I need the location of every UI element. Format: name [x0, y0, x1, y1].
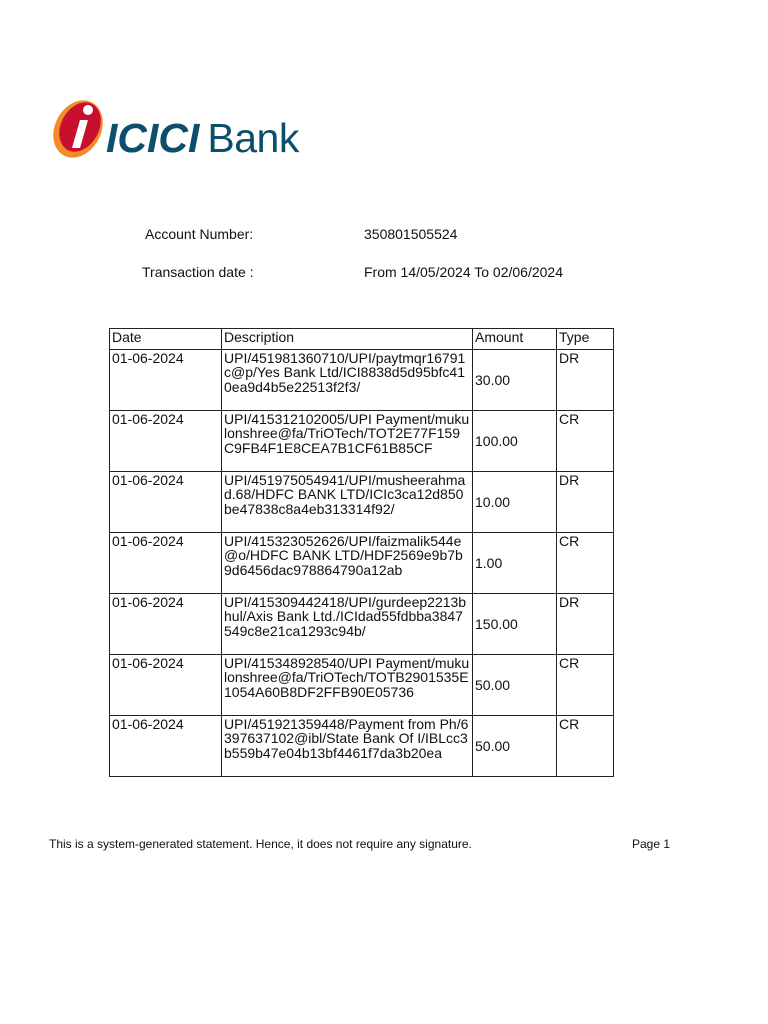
row-type: CR: [557, 411, 614, 472]
row-amount: 1.00: [473, 533, 557, 594]
row-date: 01-06-2024: [110, 411, 222, 472]
row-description: UPI/451921359448/Payment from Ph/6397637102@ibl/State Bank Of I/IBLcc3b559b47e04b13bf4461f7da3b20ea: [222, 716, 473, 777]
header-date: Date: [110, 329, 222, 350]
row-amount: 50.00: [473, 716, 557, 777]
row-amount: 100.00: [473, 411, 557, 472]
row-date: 01-06-2024: [110, 533, 222, 594]
row-type: DR: [557, 350, 614, 411]
row-date: 01-06-2024: [110, 472, 222, 533]
row-type: DR: [557, 472, 614, 533]
account-number-value: 350801505524: [364, 226, 458, 242]
row-type: CR: [557, 533, 614, 594]
row-description: UPI/451975054941/UPI/musheerahmad.68/HDFC BANK LTD/ICIc3ca12d850be47838c8a4eb313314f92/: [222, 472, 473, 533]
table-row: [110, 655, 614, 716]
row-description: UPI/415348928540/UPI Payment/mukulonshree@fa/TriOTech/TOTB2901535E1054A60B8DF2FFB90E05736: [222, 655, 473, 716]
row-date: 01-06-2024: [110, 655, 222, 716]
row-amount: 10.00: [473, 472, 557, 533]
row-date: 01-06-2024: [110, 594, 222, 655]
row-type: CR: [557, 655, 614, 716]
row-type: CR: [557, 716, 614, 777]
row-description: UPI/415323052626/UPI/faizmalik544e@o/HDFC BANK LTD/HDF2569e9b7b9d6456dac978864790a12ab: [222, 533, 473, 594]
row-amount: 150.00: [473, 594, 557, 655]
transaction-date-value: From 14/05/2024 To 02/06/2024: [364, 264, 564, 280]
row-amount: 50.00: [473, 655, 557, 716]
row-date: 01-06-2024: [110, 716, 222, 777]
row-description: UPI/415309442418/UPI/gurdeep2213bhul/Axis Bank Ltd./ICIdad55fdbba3847549c8e21ca1293c94b/: [222, 594, 473, 655]
transaction-date-label: Transaction date :: [142, 264, 254, 280]
table-row: [110, 594, 614, 655]
row-description: UPI/415312102005/UPI Payment/mukulonshree@fa/TriOTech/TOT2E77F159C9FB4F1E8CEA7B1CF61B85CF: [222, 411, 473, 472]
footer-note: This is a system-generated statement. Hence, it does not require any signature.: [49, 837, 472, 851]
header-description: Description: [222, 329, 473, 350]
page-number: Page 1: [632, 837, 671, 851]
transactions-table: [109, 328, 614, 777]
table-row: [110, 533, 614, 594]
row-type: DR: [557, 594, 614, 655]
logo-brand-primary: ICICI: [106, 115, 200, 161]
table-row: [110, 472, 614, 533]
row-amount: 30.00: [473, 350, 557, 411]
icici-bank-logo: [50, 96, 380, 162]
table-row: [110, 411, 614, 472]
icici-logo-mark-icon: [50, 96, 110, 162]
table-row: [110, 716, 614, 777]
logo-brand-secondary: Bank: [207, 115, 299, 161]
header-amount: Amount: [473, 329, 557, 350]
table-row: [110, 350, 614, 411]
table-header-row: [110, 329, 614, 350]
row-description: UPI/451981360710/UPI/paytmqr16791c@p/Yes Bank Ltd/ICI8838d5d95bfc410ea9d4b5e22513f2f3/: [222, 350, 473, 411]
logo-wordmark: [106, 116, 299, 160]
header-type: Type: [557, 329, 614, 350]
row-date: 01-06-2024: [110, 350, 222, 411]
account-number-label: Account Number:: [145, 226, 254, 242]
